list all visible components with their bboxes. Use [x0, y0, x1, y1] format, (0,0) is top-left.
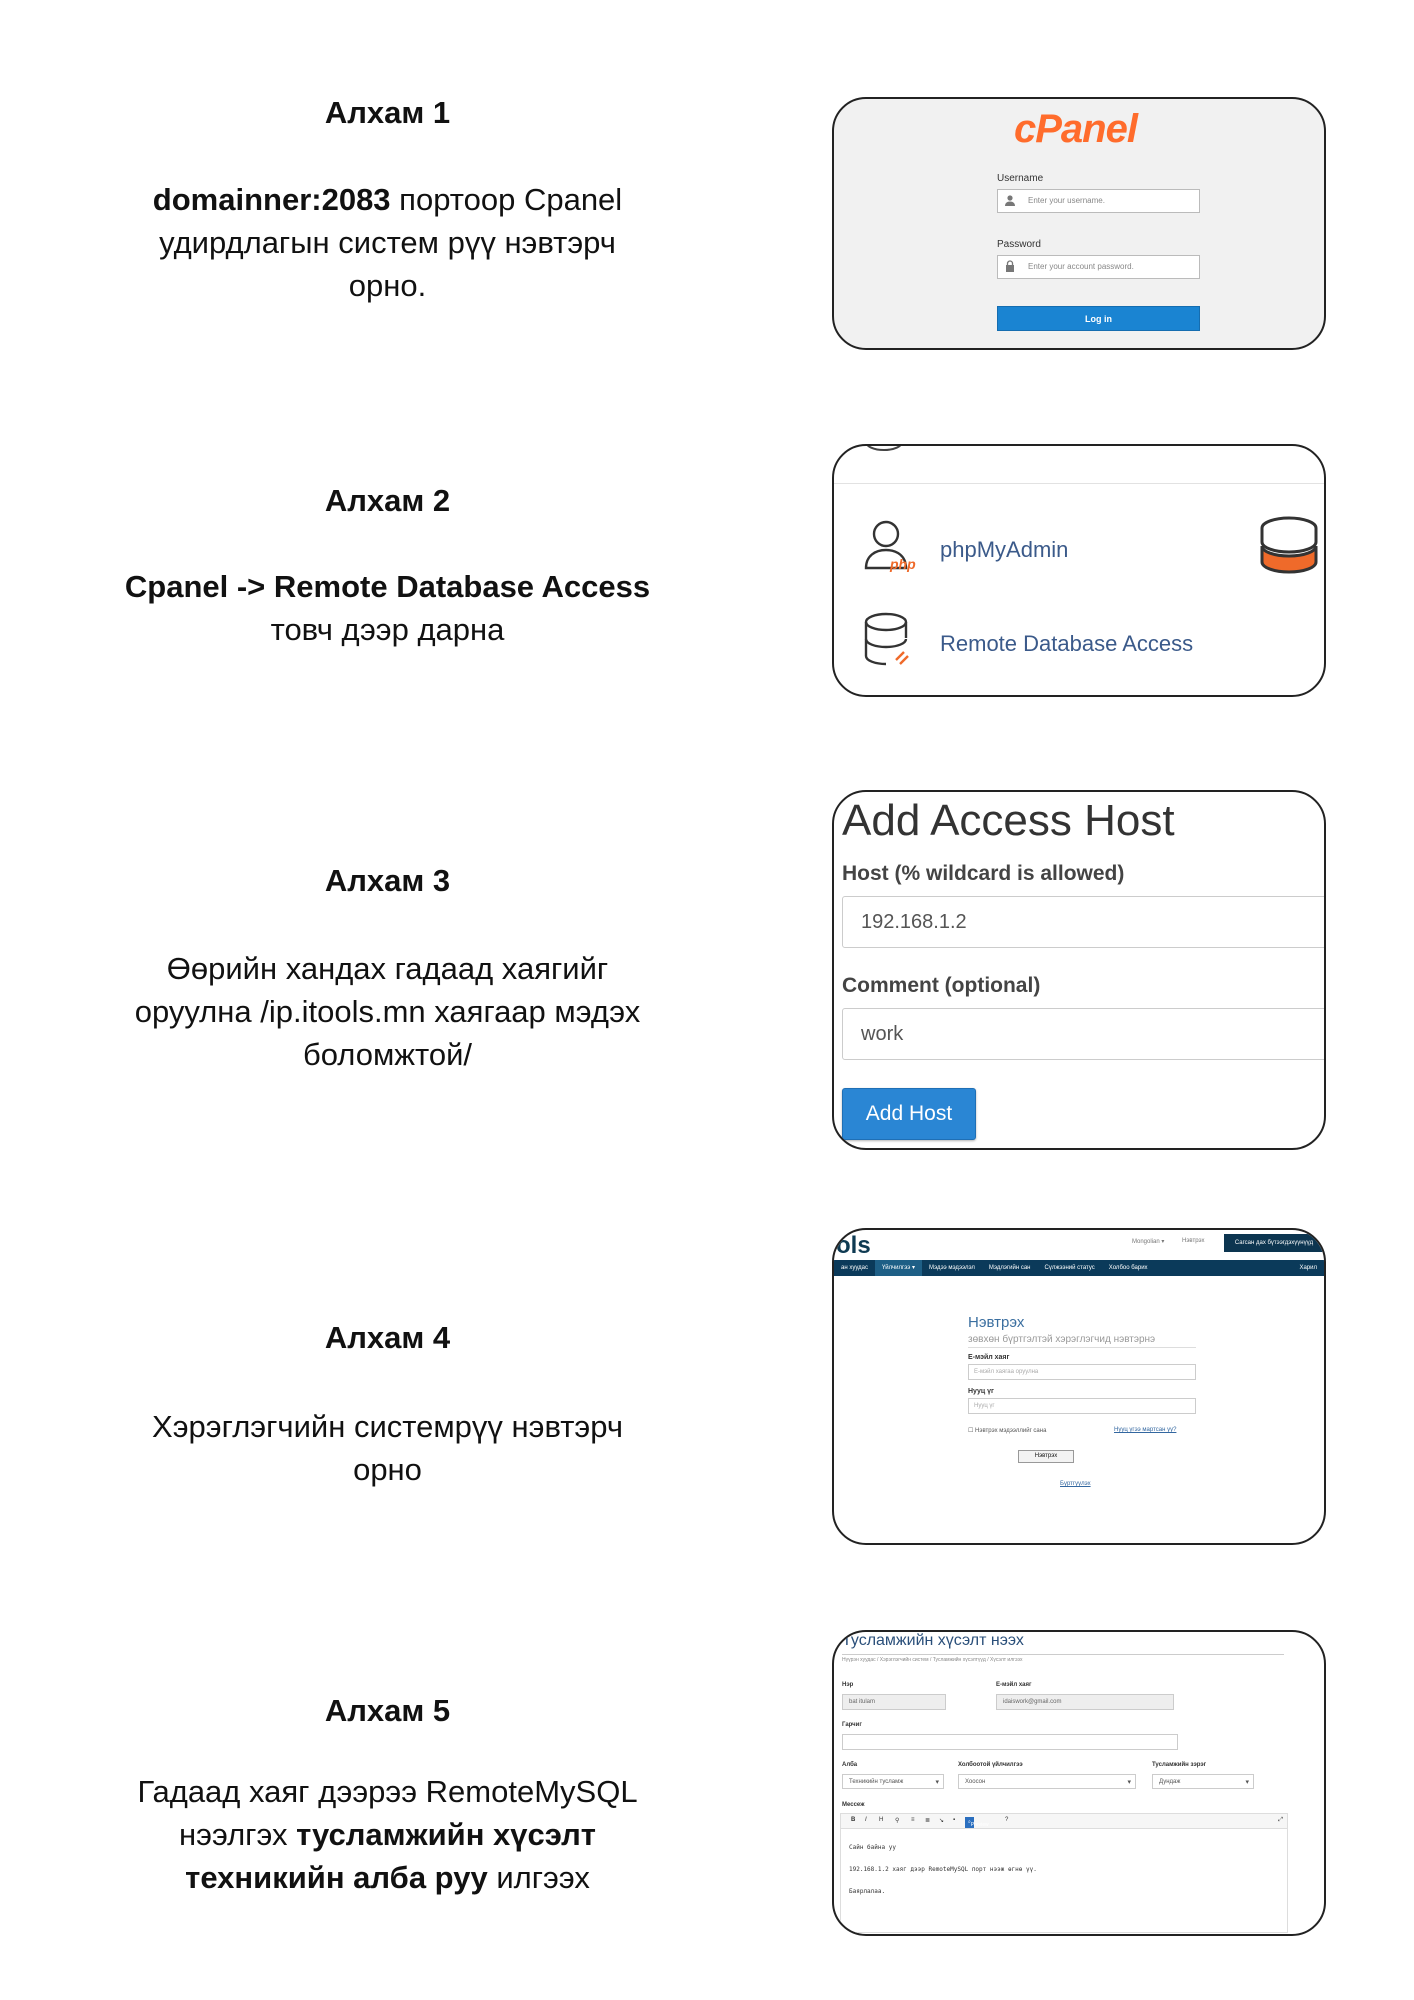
numbered-list-icon[interactable]: ≣	[925, 1818, 931, 1824]
language-selector[interactable]: Mongolian ▾	[1132, 1239, 1165, 1245]
step5-title: Алхам 5	[324, 1693, 451, 1728]
comment-label: Comment (optional)	[842, 974, 1041, 997]
nav-item-home[interactable]: ан хуудас	[841, 1265, 868, 1271]
cpanel-login-screenshot	[832, 97, 1326, 350]
add-access-host-heading: Add Access Host	[842, 796, 1175, 845]
cpanel-logo: cPanel	[1014, 107, 1137, 151]
preview-label: Preview	[970, 1822, 989, 1828]
comment-input[interactable]: work	[842, 1008, 1326, 1060]
priority-select[interactable]: Дундаж ▾	[1152, 1774, 1254, 1789]
step5-description	[90, 1770, 685, 1899]
partial-icon	[864, 444, 904, 458]
name-label: Нэр	[842, 1682, 854, 1688]
step1-description	[90, 178, 685, 307]
remember-label: Нэвтрэх мэдээллийг сана	[975, 1428, 1047, 1434]
remote-database-access-link[interactable]	[860, 610, 1193, 677]
message-line-1: Сайн байна уу	[849, 1844, 896, 1851]
help-icon[interactable]: ?	[1005, 1817, 1009, 1823]
email-label: E-мэйл хаяг	[968, 1354, 1010, 1361]
php-icon-text: php	[890, 556, 916, 572]
department-select[interactable]: Техникийн тусламж ▾	[842, 1774, 944, 1789]
email-input[interactable]: E-мэйл хаягаа оруулна	[968, 1364, 1196, 1380]
password-input[interactable]: Нууц үг	[968, 1398, 1196, 1414]
code-icon[interactable]: ↘	[939, 1818, 945, 1824]
step1-desc-line3: орно.	[348, 268, 427, 303]
step3-desc-line1: Өөрийн хандах гадаад хаягийг	[166, 951, 609, 986]
step5-desc-line2-plain: нээлгэх	[179, 1817, 297, 1852]
step5-desc-line3-plain: илгээх	[487, 1860, 590, 1895]
email-label: E-мэйл хаяг	[996, 1682, 1032, 1688]
step4-description	[90, 1405, 685, 1491]
register-link[interactable]: Бүртгүүлэх	[1060, 1481, 1091, 1487]
breadcrumb: Нүүрэн хуудас / Хэрэглэгчийн систем / Тусламжийн хүсэлтүүд / Хүсэлт илгээх	[842, 1657, 1023, 1663]
login-subheading: зөвхөн бүртгэлтэй хэрэглэгчид нэвтэрнэ	[968, 1334, 1156, 1345]
forgot-password-link[interactable]: Нууц үгээ мартсан уу?	[1114, 1427, 1177, 1433]
username-label: Username	[997, 173, 1044, 184]
phpmyadmin-icon	[860, 516, 920, 583]
preview-button[interactable]: ⌕ Preview	[965, 1817, 974, 1828]
add-host-button[interactable]: Add Host	[842, 1088, 976, 1140]
step2-desc-line2: товч дээр дарна	[270, 612, 505, 647]
phpmyadmin-label: phpMyAdmin	[940, 536, 1069, 562]
fullscreen-icon[interactable]: ⤢	[1278, 1817, 1283, 1823]
subject-label: Гарчиг	[842, 1722, 862, 1728]
editor-toolbar	[841, 1814, 1287, 1829]
department-label: Алба	[842, 1762, 858, 1768]
step1-title: Алхам 1	[324, 95, 451, 130]
remote-database-access-label: Remote Database Access	[940, 630, 1194, 656]
link-icon[interactable]: ⚲	[895, 1818, 900, 1824]
step4-title: Алхам 4	[324, 1320, 451, 1355]
step2-description	[80, 565, 695, 651]
divider	[968, 1347, 1196, 1348]
email-input[interactable]: idaiswork@gmail.com	[996, 1694, 1174, 1710]
password-placeholder: Enter your account password.	[1028, 262, 1134, 271]
message-editor[interactable]	[840, 1813, 1288, 1933]
host-input[interactable]: 192.168.1.2	[842, 896, 1326, 948]
itools-login-screenshot	[832, 1228, 1326, 1545]
step3-desc-line2: оруулна /ip.itools.mn хаягаар мэдэх	[134, 994, 641, 1029]
password-input[interactable]	[997, 255, 1200, 279]
step4-desc-line2: орно	[353, 1452, 422, 1487]
step2-desc-bold: Cpanel -> Remote Database Access	[124, 569, 651, 604]
main-nav	[834, 1260, 1324, 1276]
top-login-link[interactable]: Нэвтрэх	[1182, 1238, 1205, 1244]
step1-desc-bold: domainner:2083	[152, 182, 391, 217]
service-select[interactable]: Хоосон ▾	[958, 1774, 1136, 1789]
add-access-host-screenshot	[832, 790, 1326, 1150]
bold-icon[interactable]: B	[851, 1817, 856, 1823]
cpanel-tools-screenshot	[832, 444, 1326, 697]
nav-item-contact[interactable]: Холбоо барих	[1108, 1265, 1148, 1271]
name-input[interactable]: bat itulam	[842, 1694, 946, 1710]
message-line-3: Баярлалаа.	[849, 1888, 886, 1895]
login-heading: Нэвтрэх	[968, 1314, 1025, 1331]
nav-item-network-status[interactable]: Сүлжээний статус	[1044, 1265, 1095, 1271]
login-button[interactable]: Нэвтрэх	[1018, 1450, 1074, 1463]
italic-icon[interactable]: I	[865, 1817, 867, 1823]
divider	[834, 483, 1324, 484]
step3-title: Алхам 3	[324, 863, 451, 898]
remember-checkbox[interactable]: ☐ Нэвтрэх мэдээллийг сана	[968, 1428, 1047, 1434]
nav-item-services[interactable]: Үйлчилгээ ▾	[875, 1260, 922, 1276]
user-icon	[1004, 194, 1018, 208]
step5-desc-line1: Гадаад хаяг дээрээ RemoteMySQL	[137, 1774, 638, 1809]
step1-desc-line2: удирдлагын систем рүү нэвтэрч	[159, 225, 616, 260]
step4-desc-line1: Хэрэглэгчийн системрүү нэвтэрч	[152, 1409, 623, 1444]
step5-desc-line3-bold: техникийн алба руу	[185, 1860, 488, 1895]
login-button[interactable]: Log in	[997, 306, 1200, 331]
step3-description	[80, 947, 695, 1076]
username-placeholder: Enter your username.	[1028, 196, 1105, 205]
ticket-heading: Тусламжийн хүсэлт нээх	[842, 1632, 1024, 1649]
host-label: Host (% wildcard is allowed)	[842, 862, 1125, 885]
step1-desc-rest: портоор Cpanel	[390, 182, 623, 217]
nav-item-news[interactable]: Мэдээ мэдээлэл	[929, 1265, 975, 1271]
priority-label: Тусламжийн зэрэг	[1152, 1762, 1207, 1768]
step3-desc-line3: боломжтой/	[302, 1037, 473, 1072]
lock-icon	[1004, 260, 1018, 274]
divider	[842, 1654, 1284, 1655]
step5-desc-line2-bold: тусламжийн хүсэлт	[296, 1817, 596, 1852]
password-label: Нууц үг	[968, 1388, 994, 1395]
remote-database-icon	[860, 610, 920, 677]
cart-button[interactable]: Сагсан дах бүтээгдэхүүнүүд	[1224, 1234, 1324, 1252]
message-line-2: 192.168.1.2 хаяг дээр RemoteMySQL порт нээж өгнө үү.	[849, 1866, 1037, 1873]
step2-title: Алхам 2	[324, 483, 451, 518]
quote-icon[interactable]: ▪	[953, 1817, 956, 1823]
database-icon	[1258, 516, 1320, 583]
message-label: Мессеж	[842, 1802, 865, 1808]
password-label: Password	[997, 239, 1041, 250]
heading-icon[interactable]: H	[879, 1817, 884, 1823]
itools-logo: ols	[836, 1232, 871, 1259]
username-input[interactable]	[997, 189, 1200, 213]
subject-input[interactable]	[842, 1734, 1178, 1750]
bullet-list-icon[interactable]: ≡	[911, 1817, 915, 1823]
phpmyadmin-link[interactable]	[860, 516, 1068, 583]
nav-item-knowledge-base[interactable]: Мэдлэгийн сан	[988, 1265, 1031, 1271]
nav-item-partial[interactable]: Харил	[1299, 1265, 1317, 1271]
service-label: Холбоотой үйлчилгээ	[958, 1762, 1023, 1768]
ticket-form-screenshot	[832, 1630, 1326, 1936]
